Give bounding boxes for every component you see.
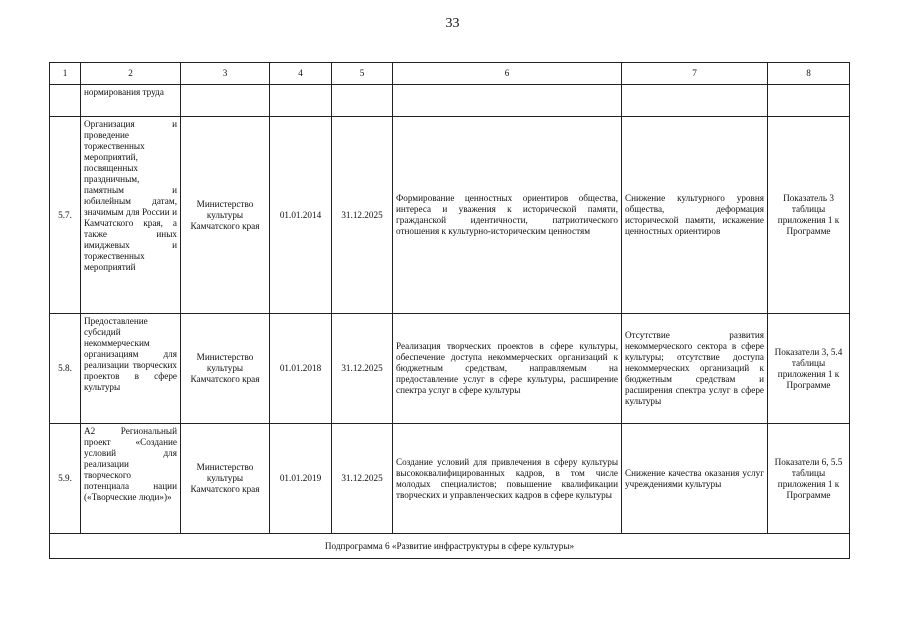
cell-empty [50,85,81,117]
cell-empty [270,85,332,117]
start-date: 01.01.2018 [270,314,332,424]
subprogram-row [50,534,850,559]
col-number-7: 7 [622,63,768,85]
col-number-2: 2 [81,63,181,85]
column-number-row [50,63,850,85]
indicator-link: Показатель 3 таблицы приложения 1 к Программе [768,117,850,314]
start-date: 01.01.2019 [270,424,332,534]
subprogram-heading: Подпрограмма 6 «Развитие инфраструктуры в сфере культуры» [50,534,850,559]
measure-name: Организация и проведение торжественных мероприятий, посвященных праздничным, памятным и юбилейным датам, значимым для России и Камчатского края, а также иных имиджевых и торжественных мероприятий [81,117,181,314]
col-number-6: 6 [393,63,622,85]
end-date: 31.12.2025 [332,314,393,424]
row-number: 5.7. [50,117,81,314]
end-date: 31.12.2025 [332,117,393,314]
col-number-1: 1 [50,63,81,85]
non-implementation-consequence: Снижение качества оказания услуг учреждениями культуры [622,424,768,534]
cell-continued-name: нормирования труда [81,85,181,117]
continuation-row [50,85,850,117]
non-implementation-consequence: Отсутствие развития некоммерческого сектора в сфере культуры; отсутствие доступа некоммерческих организаций к бюджетным средствам и расширения спектра услуг в сфере культуры [622,314,768,424]
cell-empty [393,85,622,117]
page-number: 33 [445,16,460,31]
measures-table [49,62,850,559]
table-row [50,117,850,314]
indicator-link: Показатели 6, 5.5 таблицы приложения 1 к Программе [768,424,850,534]
col-number-8: 8 [768,63,850,85]
cell-empty [181,85,270,117]
col-number-3: 3 [181,63,270,85]
expected-result: Создание условий для привлечения в сферу культуры высококвалифицированных кадров, в том числе молодых специалистов; повышение квалификации творческих и управленческих кадров в сфере культуры [393,424,622,534]
row-number: 5.9. [50,424,81,534]
row-number: 5.8. [50,314,81,424]
start-date: 01.01.2014 [270,117,332,314]
measure-name: А2 Региональный проект «Создание условий для реализации творческого потенциала нации («Творческие люди»)» [81,424,181,534]
col-number-4: 4 [270,63,332,85]
cell-empty [768,85,850,117]
col-number-5: 5 [332,63,393,85]
indicator-link: Показатели 3, 5.4 таблицы приложения 1 к Программе [768,314,850,424]
table-row [50,424,850,534]
cell-empty [622,85,768,117]
executor: Министерство культуры Камчатского края [181,314,270,424]
end-date: 31.12.2025 [332,424,393,534]
measure-name: Предоставление субсидий некоммерческим организациям для реализации творческих проектов в сфере культуры [81,314,181,424]
expected-result: Реализация творческих проектов в сфере культуры, обеспечение доступа некоммерческих организаций к бюджетным средствам, направляемым на предоставление услуг в сфере культуры, расширение спектра услуг в сфере культуры [393,314,622,424]
table-row [50,314,850,424]
non-implementation-consequence: Снижение культурного уровня общества, деформация исторической памяти, искажение ценностных ориентиров [622,117,768,314]
executor: Министерство культуры Камчатского края [181,117,270,314]
executor: Министерство культуры Камчатского края [181,424,270,534]
cell-empty [332,85,393,117]
expected-result: Формирование ценностных ориентиров общества, интереса и уважения к исторической памяти, гражданской идентичности, патриотического отношения к культурно-историческим ценностям [393,117,622,314]
